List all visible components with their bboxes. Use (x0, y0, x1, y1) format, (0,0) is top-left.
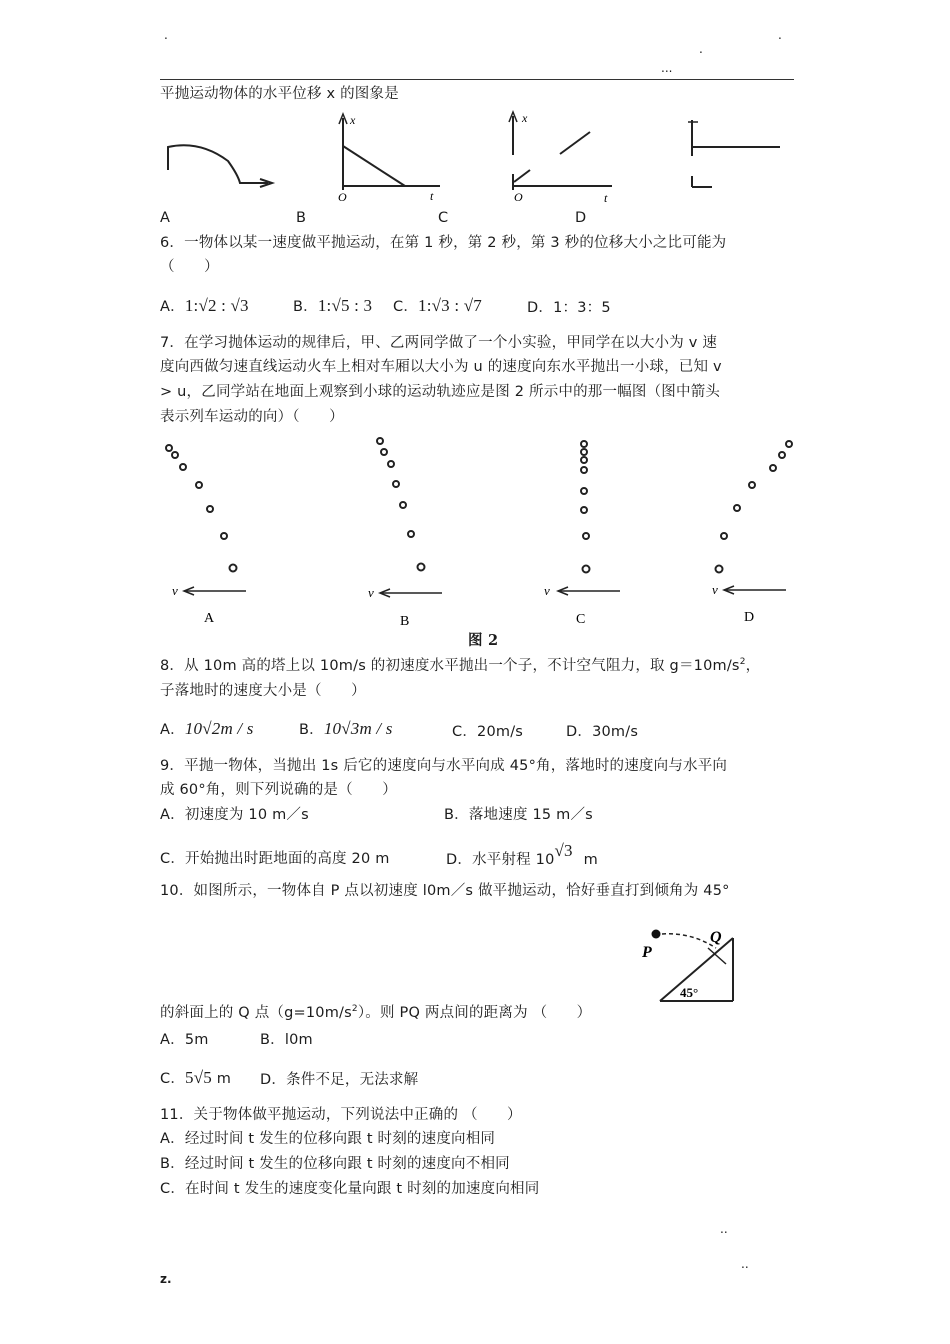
q10-option-c (160, 1069, 231, 1088)
trajectory-c-label: C (576, 612, 586, 627)
q6-stem-line2: （ ） (160, 259, 219, 275)
q8-option-d: D．30m/s (566, 724, 639, 740)
q6-stem-line1: 6．一物体以某一速度做平抛运动，在第 1 秒，第 2 秒，第 3 秒的位移大小之比可能为 (160, 235, 727, 251)
q6-option-a (160, 297, 249, 316)
q8-line1 (160, 657, 760, 675)
header-ellipsis: ... (661, 61, 673, 75)
q9-option-d (446, 841, 598, 868)
q9-option-b: B．落地速度 15 m／s (444, 807, 593, 823)
graph-b-origin: O (338, 190, 347, 204)
q11-option-b: B．经过时间 t 发生的位移向跟 t 时刻的速度向不相同 (160, 1156, 510, 1172)
q10-incline-figure (636, 924, 746, 1006)
q10-option-b: B．l0m (260, 1032, 313, 1048)
q8-option-a-prefix: A． (160, 722, 185, 738)
q6-option-a-prefix: A． (160, 299, 185, 315)
trajectory-a-label: A (204, 611, 215, 626)
q10-line2 (160, 1004, 591, 1022)
header-dot-left: . (164, 28, 168, 42)
trajectory-b-v-label: v (368, 585, 374, 600)
q9-option-c: C．开始抛出时距地面的高度 20 m (160, 851, 390, 867)
q8-line1-end: ， (745, 658, 761, 674)
q10-option-a: A．5m (160, 1032, 209, 1048)
graph-b-x-label: x (350, 113, 356, 127)
graph-c-x-label: x (522, 111, 528, 125)
header-rule (160, 79, 794, 80)
q11-stem: 11．关于物体做平抛运动，下列说法中正确的 （ ） (160, 1107, 522, 1123)
graph-label-b: B (296, 210, 307, 226)
q6-option-b-prefix: B． (293, 299, 318, 315)
q9-option-a: A．初速度为 10 m／s (160, 807, 309, 823)
q6-option-b-math: 1:√5 : 3 (317, 296, 373, 315)
trajectory-figure-a (160, 440, 260, 630)
q8-option-b-math: 10√3m / s (323, 719, 393, 738)
q6-option-c (393, 297, 482, 316)
footer-dots-2: .. (741, 1257, 749, 1271)
q10-label-q: Q (710, 929, 722, 946)
q8-option-a-math: 10√2m / s (184, 719, 254, 738)
graph-label-d: D (575, 210, 587, 226)
q10-option-d: D．条件不足，无法求解 (260, 1072, 419, 1088)
q8-option-c: C．20m/s (452, 724, 524, 740)
q10-label-angle: 45° (680, 985, 699, 1000)
q7-figure-caption: 图 2 (468, 632, 499, 649)
q7-line1: 7．在学习抛体运动的规律后，甲、乙两同学做了一个小实验，甲同学在以大小为 v 速 (160, 335, 718, 351)
graph-c-origin: O (514, 190, 523, 204)
graph-d (680, 110, 790, 195)
q8-option-b (299, 720, 393, 739)
q10-line2-b: ）。则 PQ 两点间的距离为 （ ） (357, 1005, 592, 1021)
q9-option-d-prefix: D．水平射程 10 (446, 852, 555, 868)
q10-option-c-math: 5√5 (185, 1068, 212, 1087)
q6-option-b (293, 297, 372, 316)
trajectory-figure-d (710, 430, 810, 630)
q6-option-a-math: 1:√2 : √3 (184, 296, 249, 315)
graph-c (500, 110, 620, 205)
q10-option-c-unit: m (216, 1071, 232, 1087)
trajectory-d-label: D (744, 610, 755, 625)
q10-option-c-prefix: C． (160, 1071, 186, 1087)
q7-line3: > u，乙同学站在地面上观察到小球的运动轨迹应是图 2 所示中的那一幅图（图中箭头 (160, 384, 721, 400)
q9-option-d-math: √3 (554, 841, 573, 860)
trajectory-a-v-label: v (172, 583, 178, 598)
graph-c-t-label: t (604, 191, 608, 205)
q10-line2-sup: 2 (351, 1004, 358, 1014)
intro-line: 平抛运动物体的水平位移 x 的图象是 (160, 86, 399, 102)
footer-mark: z. (160, 1272, 172, 1286)
q6-option-c-prefix: C． (393, 299, 419, 315)
q10-line1: 10．如图所示，一物体自 P 点以初速度 l0m／s 做平抛运动，恰好垂直打到倾角为 45° (160, 883, 730, 899)
trajectory-d-v-label: v (712, 582, 718, 597)
trajectory-b-label: B (400, 614, 410, 629)
q6-option-d: D．1：3：5 (527, 300, 611, 316)
footer-dots-1: .. (720, 1222, 728, 1236)
q7-line4: 表示列车运动的向）（ ） (160, 409, 344, 425)
q11-option-c: C．在时间 t 发生的速度变化量向跟 t 时刻的加速度向相同 (160, 1181, 540, 1197)
q9-line2: 成 60°角，则下列说确的是（ ） (160, 782, 397, 798)
header-dot-right: . (778, 28, 782, 42)
q9-option-d-unit: m (583, 852, 598, 868)
q8-line1-sup: 2 (739, 657, 746, 667)
q9-line1: 9．平抛一物体，当抛出 1s 后它的速度向与水平向成 45°角，落地时的速度向与水平向 (160, 758, 728, 774)
q8-line1-text: 8．从 10m 高的塔上以 10m/s 的初速度水平抛出一个子，不计空气阻力，取 g＝10m/s (160, 658, 740, 674)
graph-label-c: C (438, 210, 449, 226)
trajectory-c-v-label: v (544, 583, 550, 598)
q8-line2: 子落地时的速度大小是（ ） (160, 683, 366, 699)
graph-label-a: A (160, 210, 171, 226)
q10-line2-a: 的斜面上的 Q 点（g=10m/s (160, 1005, 352, 1021)
q7-line2: 度向西做匀速直线运动火车上相对车厢以大小为 u 的速度向东水平抛出一小球，已知 v (160, 359, 722, 375)
graph-b (330, 110, 450, 205)
graph-b-t-label: t (430, 189, 434, 203)
trajectory-figure-b (360, 430, 460, 630)
q8-option-b-prefix: B． (299, 722, 324, 738)
q11-option-a: A．经过时间 t 发生的位移向跟 t 时刻的速度向相同 (160, 1131, 496, 1147)
q6-option-c-math: 1:√3 : √7 (418, 296, 482, 315)
graph-a (160, 135, 280, 195)
trajectory-figure-c (540, 430, 640, 630)
q10-label-p: P (642, 944, 652, 961)
q10-point-p (652, 930, 661, 939)
header-dot-mid: . (699, 42, 703, 56)
q8-option-a (160, 720, 254, 739)
